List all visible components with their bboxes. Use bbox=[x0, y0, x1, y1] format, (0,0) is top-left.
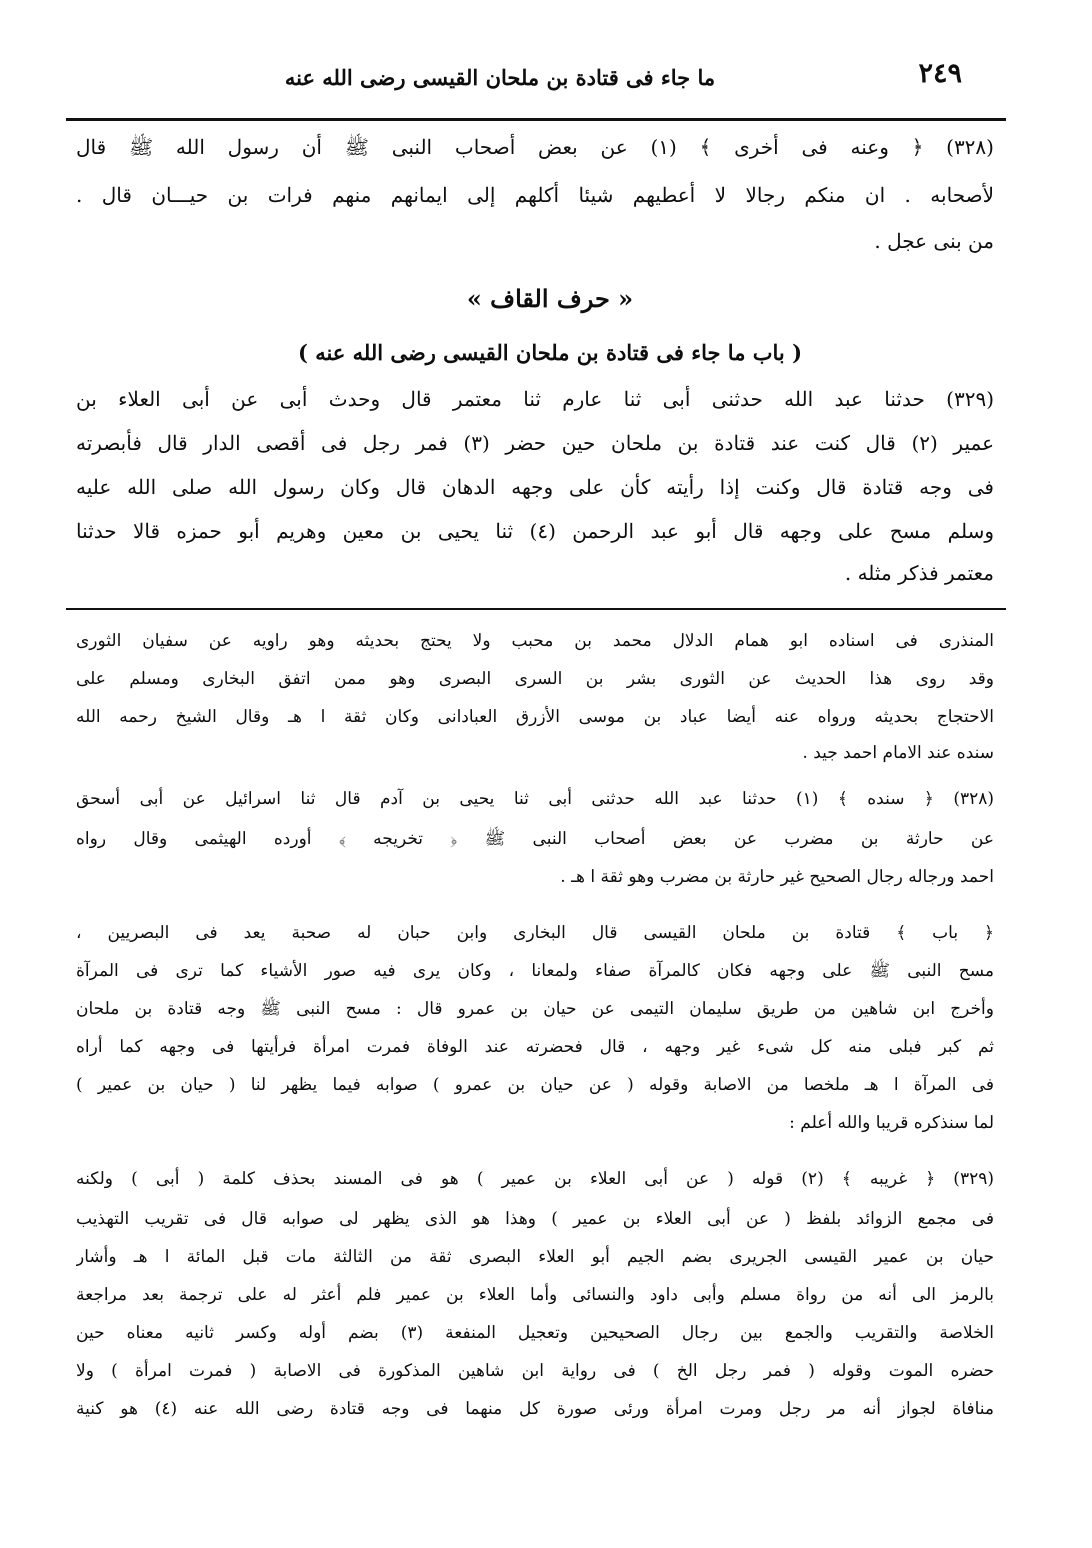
footnote-bab-line: ثم كبر فبلى منه كل شىء غير وجهه ، قال فحضرته عند الوفاة فمرت امرأة فرأيتها فى وجهه كما أراه bbox=[76, 1037, 994, 1057]
hadith-329-line: (٣٢٩) حدثنا عبد الله حدثنى أبى ثنا عارم ثنا معتمر قال وحدث أبى عن أبى العلاء بن bbox=[76, 387, 994, 411]
footnote-328-line: (٣٢٨) ﴿ سنده ﴾ (١) حدثنا عبد الله حدثنى أبى ثنا يحيى بن آدم قال ثنا اسرائيل عن أبى أسحق bbox=[76, 789, 994, 809]
hadith-329-line: وسلم مسح على وجهه قال أبو عبد الرحمن (٤) ثنا يحيى بن معين وهريم أبو حمزه قالا حدثنا bbox=[76, 519, 994, 543]
header-rule bbox=[66, 118, 1006, 121]
footnote-329-line: الخلاصة والتقريب والجمع بين رجال الصحيحين وتعجيل المنفعة (٣) بضم أوله وكسر ثانيه معناه حين bbox=[76, 1323, 994, 1343]
footnote-bab-line: وأخرج ابن شاهين من طريق سليمان التيمى عن حيان بن عمرو قال : مسح النبى ﷺ وجه قتادة بن ملحان bbox=[76, 999, 994, 1019]
footnote-line: وقد روى هذا الحديث عن الثورى بشر بن السرى البصرى وهو ممن اتفق البخارى ومسلم على bbox=[76, 669, 994, 689]
hadith-328-line: من بنى عجل . bbox=[874, 229, 994, 253]
footnote-bab-line: مسح النبى ﷺ على وجهه فكان كالمرآة صفاء ولمعانا ، وكان يرى فيه صور الأشياء كما ترى فى المرآة bbox=[76, 961, 994, 981]
hadith-328-line: (٣٢٨) ﴿ وعنه فى أخرى ﴾ (١) عن بعض أصحاب النبى ﷺ أن رسول الله ﷺ قال bbox=[76, 135, 994, 159]
chapter-heading: ( باب ما جاء فى قتادة بن ملحان القيسى رضى الله عنه ) bbox=[297, 340, 803, 365]
footnote-329-line: منافاة لجواز أنه مر رجل ومرت امرأة ورئى صورة كل منهما فى وجه قتادة رضى الله عنه (٤) هو كنية bbox=[76, 1399, 994, 1419]
hadith-329-line: عمير (٢) قال كنت عند قتادة بن ملحان حين حضر (٣) فمر رجل فى أقصى الدار قال فأبصرته bbox=[76, 431, 994, 455]
footnote-329-line: بالرمز الى أنه من رواة مسلم وأبى داود والنسائى وأما العلاء بن عمير فلم أعثر له على ترجمة بعد مراجعة bbox=[76, 1285, 994, 1305]
running-title: ما جاء فى قتادة بن ملحان القيسى رضى الله عنه bbox=[284, 65, 716, 90]
footnote-329-line: حضره الموت وقوله ( فمر رجل الخ ) فى رواية ابن شاهين المذكورة فى الاصابة ( فمرت امرأة ) ولا bbox=[76, 1361, 994, 1381]
page-number: ٢٤٩ bbox=[918, 58, 962, 89]
hadith-329-line: معتمر فذكر مثله . bbox=[844, 561, 994, 585]
footnote-bab-line: ﴿ باب ﴾ قتادة بن ملحان القيسى قال البخارى وابن حبان له صحبة يعد فى البصريين ، bbox=[76, 923, 994, 943]
section-heading: « حرف القاف » bbox=[466, 284, 634, 313]
footnote-328-line: احمد ورجاله رجال الصحيح غير حارثة بن مضرب وهو ثقة ا هـ . bbox=[560, 867, 994, 887]
footnote-329-line: حيان بن عمير القيسى الجريرى بضم الجيم أبو العلاء البصرى ثقة من الثالثة مات قبل المائة ا هـ وأشار bbox=[76, 1247, 994, 1267]
footnote-329-line: فى مجمع الزوائد بلفظ ( عن أبى العلاء بن عمير ) وهذا هو الذى يظهر لى صوابه قال فى تقريب التهذيب bbox=[76, 1209, 994, 1229]
footnote-328-line: عن حارثة بن مضرب عن بعض أصحاب النبى ﷺ ﴿ تخريجه ﴾ أورده الهيثمى وقال رواه bbox=[76, 829, 994, 849]
hadith-329-line: فى وجه قتادة قال وكنت إذا رأيته كأن على وجهه الدهان قال وكان رسول الله صلى الله عليه bbox=[76, 475, 994, 499]
footnote-329-line: (٣٢٩) ﴿ غريبه ﴾ (٢) قوله ( عن أبى العلاء بن عمير ) هو فى المسند بحذف كلمة ( أبى ) ولكنه bbox=[76, 1169, 994, 1189]
hadith-328-line: لأصحابه . ان منكم رجالا لا أعطيهم شيئا أكلهم إلى ايمانهم منهم فرات بن حيـــان قال . bbox=[76, 183, 994, 207]
footnote-line: الاحتجاج بحديثه ورواه عنه أيضا عباد بن موسى الأزرق العبادانى وكان ثقة ا هـ وقال الشيخ رحمه الله bbox=[76, 707, 994, 727]
footnote-bab-line: لما سنذكره قريبا والله أعلم : bbox=[789, 1113, 994, 1133]
footnote-separator bbox=[66, 608, 1006, 610]
footnote-line: المنذرى فى اسناده ابو همام الدلال محمد بن محبب ولا يحتج بحديثه وهو راويه عن سفيان الثورى bbox=[76, 631, 994, 651]
footnote-line: سنده عند الامام احمد جيد . bbox=[802, 743, 994, 763]
footnote-bab-line: فى المرآة ا هـ ملخصا من الاصابة وقوله ( عن حيان بن عمرو ) صوابه فيما يظهر لنا ( حيان بن عمير ) bbox=[76, 1075, 994, 1095]
